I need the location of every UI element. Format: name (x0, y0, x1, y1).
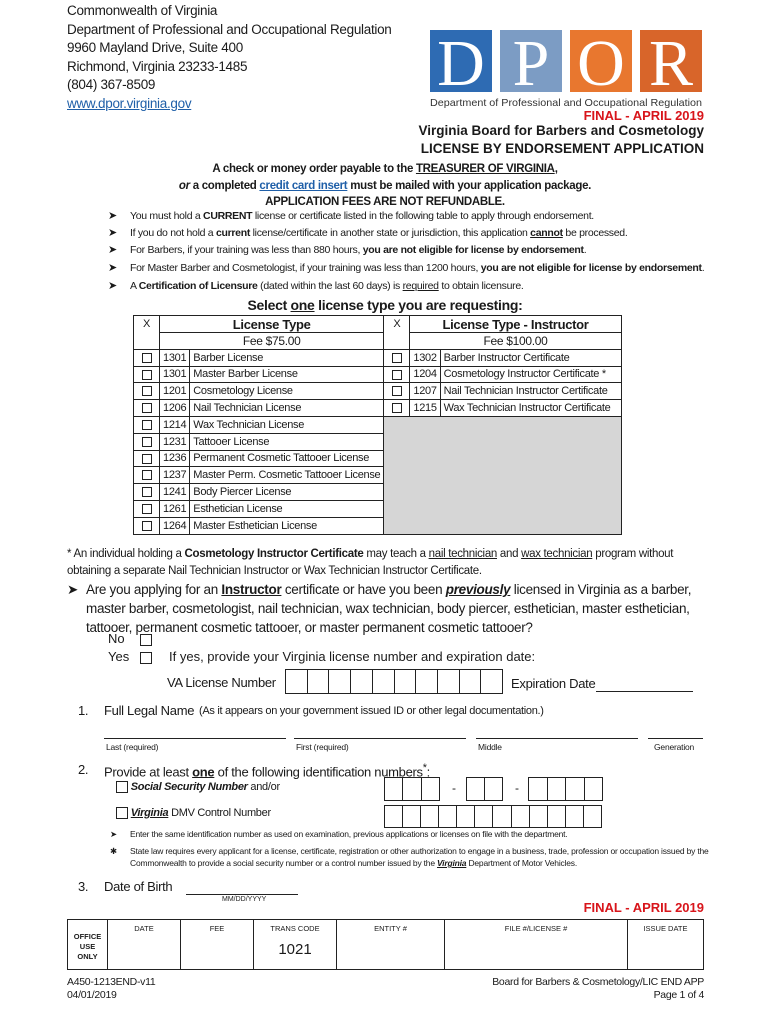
last-name-field[interactable] (104, 738, 286, 739)
ssn-label: Social Security Number (130, 781, 248, 793)
dob-format: MM/DD/YYYY (222, 896, 267, 903)
yes-checkbox[interactable] (140, 652, 152, 664)
id-note-same: ➤ Enter the same identification number as used on examination, previous applications or licenses on file with the department. (110, 829, 568, 839)
column-x: X (384, 316, 410, 350)
asterisk-icon: ✱ (110, 846, 117, 856)
ssn-part2[interactable] (466, 777, 503, 801)
yes-prompt: If yes, provide your Virginia license number and expiration date: (169, 649, 536, 664)
license-fee: Fee $75.00 (160, 333, 384, 350)
dpor-logo-graphic (430, 30, 705, 110)
table-row (134, 383, 622, 400)
license-name: Esthetician License (190, 500, 384, 517)
grey-filler (384, 416, 621, 534)
bullet-barbers: ➤ For Barbers, if your training was less than 880 hours, you are not eligible for license by endorsement. (108, 244, 587, 256)
payment-text: or (178, 179, 190, 192)
license-code: 1237 (160, 467, 190, 484)
table-row (134, 416, 622, 433)
address-line: Commonwealth of Virginia (67, 3, 218, 18)
arrow-bullet-icon: ➤ (67, 582, 79, 597)
first-name-field[interactable] (294, 738, 466, 739)
license-code: 1241 (160, 484, 190, 501)
instructor-fee: Fee $100.00 (410, 333, 621, 350)
ssn-part1[interactable] (384, 777, 440, 801)
svg-text:O: O (577, 30, 625, 100)
dash: - (515, 781, 519, 795)
middle-name-field[interactable] (476, 738, 638, 739)
payee: TREASURER OF VIRGINIA (415, 163, 555, 175)
instructor-checkbox[interactable] (392, 353, 402, 363)
ssn-checkbox[interactable] (116, 781, 128, 793)
license-type-header: License Type (160, 316, 384, 333)
license-code: 1301 (160, 366, 190, 383)
q2-number: 2. (78, 762, 89, 777)
office-use-table (67, 919, 704, 970)
final-label-bottom: FINAL - APRIL 2019 (583, 900, 704, 915)
column-x: X (134, 316, 160, 350)
office-trans-code: TRANS CODE 1021 (254, 920, 337, 970)
arrow-bullet-icon: ➤ (110, 829, 117, 839)
asterisk-icon: * (67, 548, 72, 560)
middle-name-caption: Middle (478, 742, 502, 752)
license-checkbox[interactable] (142, 437, 152, 447)
credit-card-insert-link[interactable]: credit card insert (259, 179, 348, 192)
table-row (134, 349, 622, 366)
payment-text: , (554, 163, 558, 175)
bullet-certification: ➤ A Certification of Licensure (dated within the last 60 days) is required to obtain licensure. (108, 280, 524, 292)
footer-right (492, 976, 704, 1002)
license-code: 1214 (160, 416, 190, 433)
dpor-logo (430, 30, 705, 110)
instructor-type-header: License Type - Instructor (410, 316, 621, 333)
board-name: Virginia Board for Barbers and Cosmetology (418, 123, 704, 138)
address-line: Department of Professional and Occupational Regulation (67, 21, 392, 37)
asterisk-icon: * (422, 762, 427, 774)
dash: - (452, 781, 456, 795)
license-code: 1264 (160, 517, 190, 534)
instructor-checkbox[interactable] (392, 370, 402, 380)
website-link[interactable]: www.dpor.virginia.gov (67, 95, 192, 111)
arrow-bullet-icon: ➤ (108, 210, 117, 222)
license-code: 1301 (160, 349, 190, 366)
bullet-master-barber: ➤ For Master Barber and Cosmetologist, if your training was less than 1200 hours, you are not eligible for license by endorsement. (108, 262, 705, 274)
arrow-bullet-icon: ➤ (108, 262, 117, 274)
table-row (134, 366, 622, 383)
arrow-bullet-icon: ➤ (108, 280, 117, 292)
license-name: Barber Instructor Certificate (440, 349, 621, 366)
license-name: Cosmetology License (190, 383, 384, 400)
final-label: FINAL - APRIL 2019 (583, 108, 704, 123)
payment-text: must be mailed with your application package. (347, 179, 592, 192)
license-checkbox[interactable] (142, 370, 152, 380)
license-name: Barber License (190, 349, 384, 366)
svg-text:R: R (648, 30, 694, 100)
select-license-title: Select one license type you are requesting: (247, 297, 523, 313)
license-code: 1207 (410, 383, 440, 400)
bullet-no-current: ➤ If you do not hold a current license/certificate in another state or jurisdiction, this application cannot be processed. (108, 227, 628, 239)
license-name: Master Barber License (190, 366, 384, 383)
board-app: Board for Barbers & Cosmetology/LIC END APP (492, 976, 704, 988)
full-name-label: Full Legal Name (104, 703, 195, 718)
bullet-current-license: ➤ You must hold a CURRENT license or certificate listed in the following table to apply through endorsement. (108, 210, 594, 222)
license-code: 1231 (160, 433, 190, 450)
footer-left (67, 976, 155, 1002)
id-note-law: ✱ State law requires every applicant for a license, certificate, registration or other authorization to engage in a business, trade, profession or occupation issued by the Commonwealth to provide a social security number or a control number issued by the Virginia Department of Motor Vehicles. (110, 846, 709, 868)
ssn-option[interactable]: Social Security Number and/or (116, 781, 280, 793)
office-issue-date: ISSUE DATE (628, 920, 704, 970)
license-code: 1302 (410, 349, 440, 366)
trans-code-value: 1021 (278, 941, 312, 958)
license-name: Nail Technician Instructor Certificate (440, 383, 621, 400)
dmv-number-input[interactable] (384, 805, 602, 828)
instructor-checkbox[interactable] (392, 403, 402, 413)
license-code: 1206 (160, 400, 190, 417)
payment-text: a completed (189, 179, 260, 192)
first-name-caption: First (required) (296, 742, 349, 752)
form-heading (418, 122, 704, 158)
generation-field[interactable] (648, 738, 703, 739)
office-file-license: FILE #/LICENSE # (445, 920, 628, 970)
svg-text:D: D (437, 30, 485, 100)
q1-number: 1. (78, 703, 89, 718)
expiration-date-field[interactable] (596, 691, 693, 692)
instructor-question: ➤ Are you applying for an Instructor certificate or have you been previously licensed in Virginia as a barber, master barber, cosmetologist, nail technician, wax technician, body piercer, esthetician, master esthetician, tattooer, permanent cosmetic tattooer, or master permanent cosmetic tattooer? (67, 582, 692, 635)
va-license-label: VA License Number (167, 675, 276, 690)
license-code: 1204 (410, 366, 440, 383)
license-checkbox[interactable] (142, 487, 152, 497)
instructor-note: * An individual holding a Cosmetology Instructor Certificate may teach a nail technician and wax technician program without obtaining a separate Nail Technician Instructor or Wax Technician Instructor Certificate. (67, 548, 674, 577)
office-entity: ENTITY # (337, 920, 445, 970)
dob-field[interactable] (186, 894, 298, 895)
license-checkbox[interactable] (142, 403, 152, 413)
dmv-option[interactable]: Virginia DMV Control Number (116, 807, 271, 819)
agency-address (67, 2, 392, 113)
svg-text:Department of Professional and: Department of Professional and Occupational Regulation (430, 97, 703, 109)
license-checkbox[interactable] (142, 386, 152, 396)
license-checkbox[interactable] (142, 504, 152, 514)
instructor-checkbox[interactable] (392, 386, 402, 396)
license-name: Body Piercer License (190, 484, 384, 501)
expiration-label: Expiration Date (511, 676, 596, 691)
id-numbers-label: Provide at least one of the following identification numbers*: (104, 762, 430, 780)
license-name: Wax Technician Instructor Certificate (440, 400, 621, 417)
form-id: A450-1213END-v11 (67, 976, 156, 988)
va-license-input[interactable] (285, 669, 503, 694)
svg-text:P: P (512, 30, 550, 100)
payment-notice (0, 161, 770, 211)
license-code: 1236 (160, 450, 190, 467)
no-label: No (108, 631, 125, 646)
no-option[interactable] (108, 631, 152, 646)
office-date: DATE (108, 920, 181, 970)
license-checkbox[interactable] (142, 454, 152, 464)
table-row (134, 400, 622, 417)
dob-label: Date of Birth (104, 879, 173, 894)
license-name: Wax Technician License (190, 416, 384, 433)
arrow-bullet-icon: ➤ (108, 227, 117, 239)
license-name: Nail Technician License (190, 400, 384, 417)
generation-caption: Generation (654, 742, 695, 752)
address-line: 9960 Mayland Drive, Suite 400 (67, 40, 243, 55)
license-name: Cosmetology Instructor Certificate * (440, 366, 621, 383)
payment-text: A check or money order payable to the (212, 163, 416, 175)
license-code: 1261 (160, 500, 190, 517)
phone-number: (804) 367-8509 (67, 77, 156, 92)
yes-option[interactable] (108, 649, 535, 664)
license-type-table (133, 315, 622, 535)
license-checkbox[interactable] (142, 470, 152, 480)
license-name: Tattooer License (190, 433, 384, 450)
license-name: Master Perm. Cosmetic Tattooer License (190, 467, 384, 484)
yes-label: Yes (108, 649, 130, 664)
license-checkbox[interactable] (142, 420, 152, 430)
q3-number: 3. (78, 879, 89, 894)
last-name-caption: Last (required) (106, 742, 159, 752)
full-name-hint: (As it appears on your government issued ID or other legal documentation.) (199, 705, 544, 717)
license-name: Permanent Cosmetic Tattooer License (190, 450, 384, 467)
page-number: Page 1 of 4 (653, 989, 704, 1001)
form-title: LICENSE BY ENDORSEMENT APPLICATION (420, 141, 704, 156)
license-name: Master Esthetician License (190, 517, 384, 534)
license-code: 1201 (160, 383, 190, 400)
ssn-part3[interactable] (528, 777, 603, 801)
office-use-label: OFFICE USE ONLY (68, 920, 108, 970)
office-fee: FEE (181, 920, 254, 970)
license-checkbox[interactable] (142, 521, 152, 531)
no-checkbox[interactable] (140, 634, 152, 646)
license-code: 1215 (410, 400, 440, 417)
address-line: Richmond, Virginia 23233-1485 (67, 58, 248, 74)
arrow-bullet-icon: ➤ (108, 244, 117, 256)
dmv-checkbox[interactable] (116, 807, 128, 819)
license-checkbox[interactable] (142, 353, 152, 363)
refund-notice: APPLICATION FEES ARE NOT REFUNDABLE. (265, 196, 505, 208)
form-date: 04/01/2019 (67, 989, 117, 1001)
